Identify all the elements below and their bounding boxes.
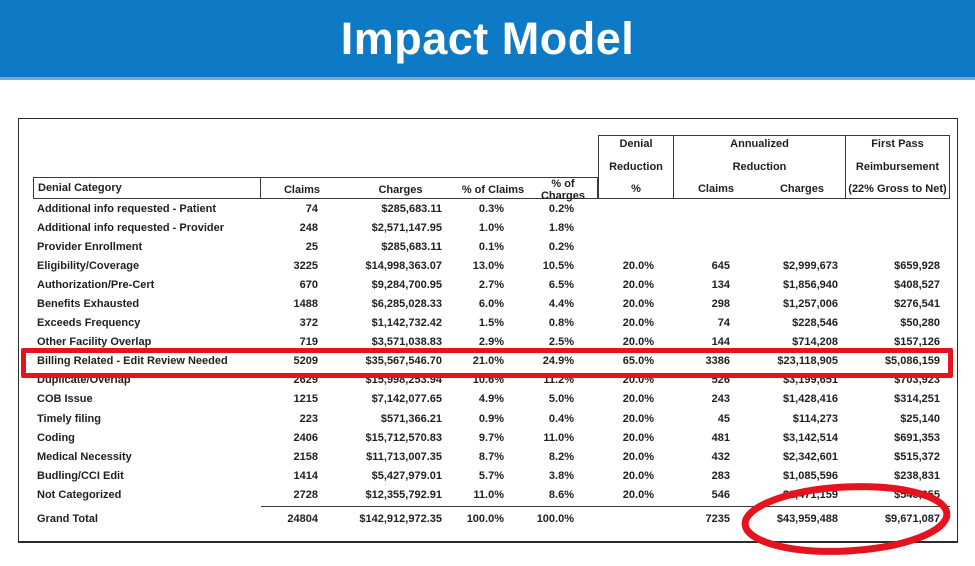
cell-pct-charges: 0.2%: [548, 240, 574, 253]
col-header-charges: Charges: [378, 184, 423, 196]
cell-annualized-claims: 283: [711, 469, 730, 482]
cell-annualized-claims: 74: [717, 317, 730, 330]
cell-annualized-charges: $714,208: [792, 336, 838, 349]
cell-denial-reduction-pct: 20.0%: [622, 431, 654, 444]
cell-pct-claims: 9.7%: [478, 431, 504, 444]
cell-annualized-charges: $114,273: [792, 412, 838, 425]
cell-denial-category: Not Categorized: [37, 488, 122, 501]
cell-pct-charges: 0.4%: [548, 412, 574, 425]
cell-charges: $6,285,028.33: [371, 298, 442, 311]
cell-claims: 223: [299, 412, 318, 425]
cell-denial-reduction-pct: 20.0%: [622, 259, 654, 272]
cell-pct-charges: 100.0%: [528, 506, 598, 532]
cell-denial-category: Additional info requested - Patient: [37, 202, 217, 215]
col-header-annualized-reduction: Annualized Reduction Claims Charges: [674, 135, 846, 199]
cell-denial-category: Duplicate/Overlap: [37, 374, 131, 387]
cell-annualized-charges: $3,142,514: [782, 431, 838, 444]
cell-annualized-charges: $3,199,651: [782, 374, 838, 387]
cell-denial-category: Additional info requested - Provider: [37, 221, 225, 234]
cell-denial-category: Billing Related - Edit Review Needed: [37, 355, 228, 368]
cell-denial-reduction-pct: 20.0%: [622, 488, 654, 501]
cell-pct-claims: 2.7%: [478, 278, 504, 291]
cell-denial-reduction-pct: 20.0%: [622, 374, 654, 387]
cell-first-pass-reimbursement: $703,923: [894, 374, 940, 387]
table-row: [33, 275, 957, 294]
cell-denial-reduction-pct: 65.0%: [622, 355, 654, 368]
cell-claims: 2728: [293, 488, 318, 501]
cell-denial-category: Exceeds Frequency: [37, 317, 141, 330]
cell-pct-claims: 0.9%: [478, 412, 504, 425]
cell-denial-reduction-pct: 20.0%: [622, 317, 654, 330]
cell-charges: $7,142,077.65: [371, 393, 442, 406]
cell-claims: 2629: [293, 374, 318, 387]
cell-first-pass-reimbursement: $5,086,159: [884, 355, 940, 368]
col-header-claims: Claims: [283, 184, 321, 196]
table-row: [33, 466, 957, 485]
page-title: Impact Model: [340, 12, 635, 64]
col-header-annualized-charges: Charges: [779, 183, 825, 195]
cell-denial-category: Authorization/Pre-Cert: [37, 278, 155, 291]
cell-charges: $142,912,972.35: [343, 506, 458, 532]
cell-annualized-claims: 243: [711, 393, 730, 406]
cell-charges: $571,366.21: [380, 412, 442, 425]
cell-pct-charges: 8.6%: [548, 488, 574, 501]
cell-pct-claims: 10.6%: [472, 374, 504, 387]
cell-denial-category: Timely filing: [37, 412, 101, 425]
cell-denial-reduction-pct: [598, 506, 674, 532]
cell-pct-claims: 8.7%: [478, 450, 504, 463]
cell-claims: 3225: [293, 259, 318, 272]
cell-pct-charges: 10.5%: [542, 259, 574, 272]
cell-pct-charges: 1.8%: [548, 221, 574, 234]
cell-pct-claims: 0.1%: [478, 240, 504, 253]
cell-pct-claims: 6.0%: [478, 298, 504, 311]
table-row: [33, 199, 957, 218]
col-header-denial-category: Denial Category: [33, 177, 261, 199]
table-row: [33, 256, 957, 275]
cell-annualized-claims: 3386: [705, 355, 730, 368]
cell-charges: $9,284,700.95: [371, 278, 442, 291]
table-row: [33, 447, 957, 466]
cell-pct-charges: 0.8%: [548, 317, 574, 330]
cell-pct-charges: 3.8%: [548, 469, 574, 482]
cell-denial-category: Provider Enrollment: [37, 240, 143, 253]
cell-pct-claims: 1.0%: [478, 221, 504, 234]
cell-charges: $11,713,007.35: [366, 450, 442, 463]
cell-charges: $285,683.11: [381, 202, 442, 215]
cell-annualized-claims: 144: [711, 336, 730, 349]
cell-annualized-charges: $1,085,596: [782, 469, 838, 482]
cell-pct-charges: 0.2%: [548, 202, 574, 215]
cell-pct-claims: 1.5%: [478, 317, 504, 330]
cell-annualized-charges: $1,856,940: [782, 278, 838, 291]
table-header: [33, 135, 957, 202]
cell-denial-category: Grand Total: [37, 512, 98, 525]
cell-charges: $14,998,363.07: [365, 259, 442, 272]
cell-annualized-charges: $2,342,601: [782, 450, 838, 463]
cell-claims: 1488: [293, 298, 318, 311]
cell-denial-reduction-pct: 20.0%: [622, 336, 654, 349]
cell-pct-charges: 8.2%: [548, 450, 574, 463]
cell-annualized-charges: $1,428,416: [782, 393, 838, 406]
cell-annualized-claims: 526: [711, 374, 730, 387]
table-row: [33, 485, 957, 504]
cell-first-pass-reimbursement: $543,655: [894, 488, 940, 501]
cell-pct-charges: 24.9%: [542, 355, 574, 368]
cell-annualized-claims: 546: [711, 488, 730, 501]
cell-claims: 5209: [293, 355, 318, 368]
cell-pct-charges: 4.4%: [548, 298, 574, 311]
cell-denial-category: Eligibility/Coverage: [37, 259, 140, 272]
cell-pct-claims: 0.3%: [478, 202, 504, 215]
col-header-group-main: [261, 177, 598, 202]
cell-pct-charges: 11.0%: [543, 431, 574, 444]
table-body: [33, 199, 957, 532]
table-row: [33, 371, 957, 390]
cell-claims: 1414: [293, 469, 318, 482]
cell-charges: $35,567,546.70: [365, 355, 442, 368]
cell-pct-claims: 4.9%: [478, 393, 504, 406]
cell-first-pass-reimbursement: $157,126: [894, 336, 940, 349]
cell-denial-category: Budling/CCI Edit: [37, 469, 124, 482]
cell-annualized-claims: 7235: [674, 506, 758, 532]
table-row: [33, 294, 957, 313]
cell-pct-charges: 5.0%: [548, 393, 574, 406]
cell-pct-claims: 11.0%: [473, 488, 504, 501]
cell-claims: 25: [305, 240, 318, 253]
cell-claims: 719: [299, 336, 318, 349]
table-row: [33, 409, 957, 428]
col-header-denial-reduction: Denial Reduction %: [598, 135, 674, 199]
cell-charges: $5,427,979.01: [371, 469, 442, 482]
cell-claims: 2406: [293, 431, 318, 444]
cell-annualized-charges: $1,257,006: [782, 298, 838, 311]
cell-charges: $1,142,732.42: [371, 317, 442, 330]
impact-model-table: [18, 118, 958, 543]
cell-claims: 1215: [293, 393, 318, 406]
table-row: [33, 237, 957, 256]
col-header-pct-claims: % of Claims: [461, 184, 525, 196]
cell-annualized-claims: 432: [711, 450, 730, 463]
cell-annualized-charges: $43,959,488: [758, 506, 846, 532]
cell-pct-claims: 21.0%: [472, 355, 504, 368]
table-row-grand-total: [33, 506, 957, 532]
cell-pct-charges: 11.2%: [543, 374, 574, 387]
cell-annualized-charges: $228,546: [792, 317, 838, 330]
cell-first-pass-reimbursement: $238,831: [894, 469, 940, 482]
table-row: [33, 390, 957, 409]
cell-first-pass-reimbursement: $25,140: [900, 412, 940, 425]
table-row: [33, 218, 957, 237]
cell-charges: $2,571,147.95: [371, 221, 442, 234]
col-header-pct-charges: % of Charges: [540, 178, 586, 202]
cell-claims: 2158: [293, 450, 318, 463]
cell-annualized-claims: 134: [711, 278, 730, 291]
cell-first-pass-reimbursement: $314,251: [894, 393, 940, 406]
cell-denial-reduction-pct: 20.0%: [622, 393, 654, 406]
table-row-highlighted: [33, 352, 957, 371]
cell-pct-charges: 6.5%: [548, 278, 574, 291]
cell-annualized-claims: 645: [711, 259, 730, 272]
cell-claims: 670: [299, 278, 318, 291]
cell-denial-category: COB Issue: [37, 393, 93, 406]
cell-pct-claims: 100.0%: [458, 506, 528, 532]
cell-annualized-claims: 481: [711, 431, 730, 444]
cell-claims: 372: [299, 317, 318, 330]
cell-denial-reduction-pct: 20.0%: [622, 469, 654, 482]
cell-pct-claims: 2.9%: [478, 336, 504, 349]
cell-annualized-claims: 45: [717, 412, 730, 425]
cell-denial-reduction-pct: 20.0%: [622, 298, 654, 311]
cell-pct-charges: 2.5%: [548, 336, 574, 349]
cell-annualized-charges: $2,471,159: [782, 488, 838, 501]
cell-claims: 248: [299, 221, 318, 234]
cell-claims: 24804: [261, 506, 343, 532]
cell-charges: $285,683.11: [381, 240, 442, 253]
table-row: [33, 314, 957, 333]
cell-charges: $3,571,038.83: [371, 336, 442, 349]
cell-annualized-claims: 298: [711, 298, 730, 311]
table-row: [33, 333, 957, 352]
cell-first-pass-reimbursement: $659,928: [894, 259, 940, 272]
cell-denial-category: Coding: [37, 431, 75, 444]
cell-annualized-charges: $2,999,673: [782, 259, 838, 272]
cell-first-pass-reimbursement: $408,527: [894, 278, 940, 291]
cell-first-pass-reimbursement: $276,541: [894, 298, 940, 311]
title-banner: [0, 0, 975, 80]
cell-denial-category: Other Facility Overlap: [37, 336, 152, 349]
cell-charges: $15,712,570.83: [365, 431, 442, 444]
cell-annualized-charges: $23,118,905: [777, 355, 838, 368]
cell-first-pass-reimbursement: $50,280: [900, 317, 940, 330]
cell-charges: $12,355,792.91: [365, 488, 442, 501]
cell-first-pass-reimbursement: $691,353: [894, 431, 940, 444]
cell-pct-claims: 5.7%: [478, 469, 504, 482]
cell-claims: 74: [305, 202, 318, 215]
cell-denial-reduction-pct: 20.0%: [622, 278, 654, 291]
table-row: [33, 428, 957, 447]
cell-denial-reduction-pct: 20.0%: [622, 412, 654, 425]
cell-denial-reduction-pct: 20.0%: [622, 450, 654, 463]
col-header-annualized-claims: Claims: [697, 183, 735, 195]
cell-denial-category: Benefits Exhausted: [37, 298, 140, 311]
cell-charges: $15,998,253.94: [365, 374, 442, 387]
col-header-first-pass: First Pass Reimbursement (22% Gross to Net): [846, 135, 950, 199]
cell-first-pass-reimbursement: $515,372: [894, 450, 940, 463]
cell-denial-category: Medical Necessity: [37, 450, 132, 463]
cell-pct-claims: 13.0%: [472, 259, 504, 272]
cell-first-pass-reimbursement: $9,671,087: [846, 506, 950, 532]
